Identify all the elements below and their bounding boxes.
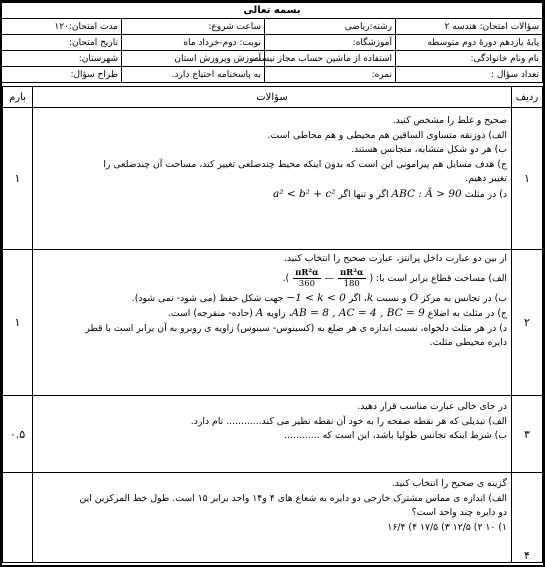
score-label: نمره: xyxy=(265,67,396,83)
question-body xyxy=(33,396,512,473)
math-symbol: A xyxy=(255,307,264,319)
row-number: ۳ xyxy=(512,396,543,473)
question-line: تغییر دهیم. xyxy=(465,173,507,184)
score-header: بارم xyxy=(3,87,33,108)
question-line: در جای خالی عبارت مناسب قرار دهید. xyxy=(357,401,507,412)
question-line: گزینه ی صحیح را انتخاب کنید. xyxy=(391,478,507,489)
math-expression: −1 < k < 0 xyxy=(286,291,346,304)
question-text: اگر و تنها اگر xyxy=(338,188,389,200)
math-expression: AB = 8 , AC = 4 , BC = 9 xyxy=(291,307,425,319)
question-text: ). xyxy=(282,272,290,284)
question-line xyxy=(37,187,507,203)
score-value: ۱ xyxy=(3,108,33,250)
fraction xyxy=(338,268,366,289)
math-symbol: O xyxy=(409,291,419,304)
question-text: ب) در تجانس به مرکز xyxy=(421,292,507,304)
field-label: رشته:ریاضی xyxy=(265,19,396,35)
exam-title: بسمه تعالی xyxy=(1,3,542,19)
question-line: ب) شرط اینکه تجانس طولپا باشد، این است که ............ xyxy=(284,430,507,441)
question-text: (حاده- منفرجه) است. xyxy=(167,308,253,319)
question-text: ج) در مثلث به اضلاع xyxy=(427,308,507,319)
question-text: د) در مثلث xyxy=(464,188,507,200)
question-row xyxy=(3,108,543,250)
question-row xyxy=(3,473,543,563)
term-label: نوبت: دوم-خرداد ماه xyxy=(122,35,265,51)
question-line: دو دایره چند واحد است؟ xyxy=(411,507,507,518)
row-number: ۱ xyxy=(512,108,543,250)
exam-date-label: تاریخ امتحان: xyxy=(1,35,121,51)
question-line: از بین دو عبارت داخل پرانتز، عبارت صحیح را انتخاب کنید. xyxy=(283,253,507,264)
designer-label: طراح سؤال: xyxy=(1,67,121,83)
city-label: شهرستان: xyxy=(1,51,121,67)
question-line: الف) اندازه ی مماس مشترک خارجی دو دایره به شعاع های ۴ و۱۴ واحد برابر ۱۵ است. طول خط المرکزین این xyxy=(79,492,507,504)
questions-header: سؤالات xyxy=(33,87,512,108)
question-options: ۱) ۱۰ ۲) ۱۲/۵ ۳) ۱۷/۵ ۴) ۱۶/۴ xyxy=(387,521,507,533)
school-label: آموزشگاه: xyxy=(265,35,396,51)
question-body xyxy=(33,250,512,396)
subject-label: سؤالات امتحان: هندسه ۲ xyxy=(396,19,543,35)
math-symbol: k xyxy=(366,291,374,304)
question-row xyxy=(3,396,543,473)
row-header: ردیف xyxy=(512,87,543,108)
fraction xyxy=(293,268,321,289)
start-time-label: ساعت شروع: xyxy=(122,19,265,35)
duration-label: مدت امتحان:۱۲۰ xyxy=(1,19,121,35)
student-name-label: نام ونام خانوادگی: xyxy=(396,51,543,67)
question-text: الف) مساحت قطاع برابر است با: ( xyxy=(369,272,507,284)
grade-label: پایهٔ یازدهم دورهٔ دوم متوسطه xyxy=(396,35,543,51)
question-line: ب) هر دو شکل متشابه، متجانس هستند. xyxy=(351,144,507,155)
question-row xyxy=(3,250,543,396)
question-text: و نسبت xyxy=(376,292,407,304)
math-expression: a² < b² + c² xyxy=(273,187,336,200)
question-text: جهت شکل حفظ (می شود- نمی شود). xyxy=(131,292,284,304)
score-value: ۰.۵ xyxy=(3,396,33,473)
question-line xyxy=(37,291,507,307)
row-number: ۴ xyxy=(512,473,543,563)
question-body xyxy=(33,108,512,250)
row-number: ۲ xyxy=(512,250,543,396)
question-line: صحیح و غلط را مشخص کنید. xyxy=(392,115,507,126)
exam-header xyxy=(1,2,543,83)
fraction-numerator: πR²α xyxy=(339,267,364,278)
questions-table xyxy=(2,86,543,563)
question-text: ، زاویه xyxy=(266,308,292,319)
question-line: دایره محیطی مثلث. xyxy=(429,337,507,348)
score-value xyxy=(3,473,33,563)
question-line: الف) مساحت قطاع برابر است با: ( $\frac{\text{πR²α}}{180}$ — $\frac{\text{πR²α}}{360}$ ). xyxy=(282,267,507,289)
question-line: د) در هر مثلث دلخواه، نسبت اندازه ی هر ضلع به (کسینوس- سینوس) زاویه ی روبرو به آن برابر است با قطر xyxy=(85,322,507,334)
fraction-numerator: πR²α xyxy=(295,267,319,278)
question-line xyxy=(37,306,507,322)
question-count-label: تعداد سؤال : xyxy=(396,67,543,83)
question-line: ج) هدف مسایل هم پیرامونی این است که بدون اینکه محیط چندضلعی تغییر کند، مساحت آن چندضلعی را xyxy=(103,158,507,170)
question-text: ، اگر xyxy=(348,292,367,304)
question-body xyxy=(33,473,512,563)
score-value: ۱ xyxy=(3,250,33,396)
fraction-denominator: 360 xyxy=(298,278,316,289)
calculator-note: استفاده از ماشین حساب مجاز نیست. xyxy=(265,51,396,67)
answer-sheet-note: به پاسخنامه احتیاج دارد. xyxy=(122,67,265,83)
education-office-label: آموزش وپرورش استان xyxy=(122,51,265,67)
question-line: الف) تبدیلی که هر نقطه صفحه را به خود آن نقطه تظیر می کند............ تام دارد. xyxy=(190,415,507,427)
math-expression: ABC : Â > 90 xyxy=(391,187,462,200)
question-line: الف) ذوزنقه متساوی الساقین هم محیطی و هم محاطی است. xyxy=(267,129,507,141)
fraction-denominator: 180 xyxy=(343,278,360,289)
